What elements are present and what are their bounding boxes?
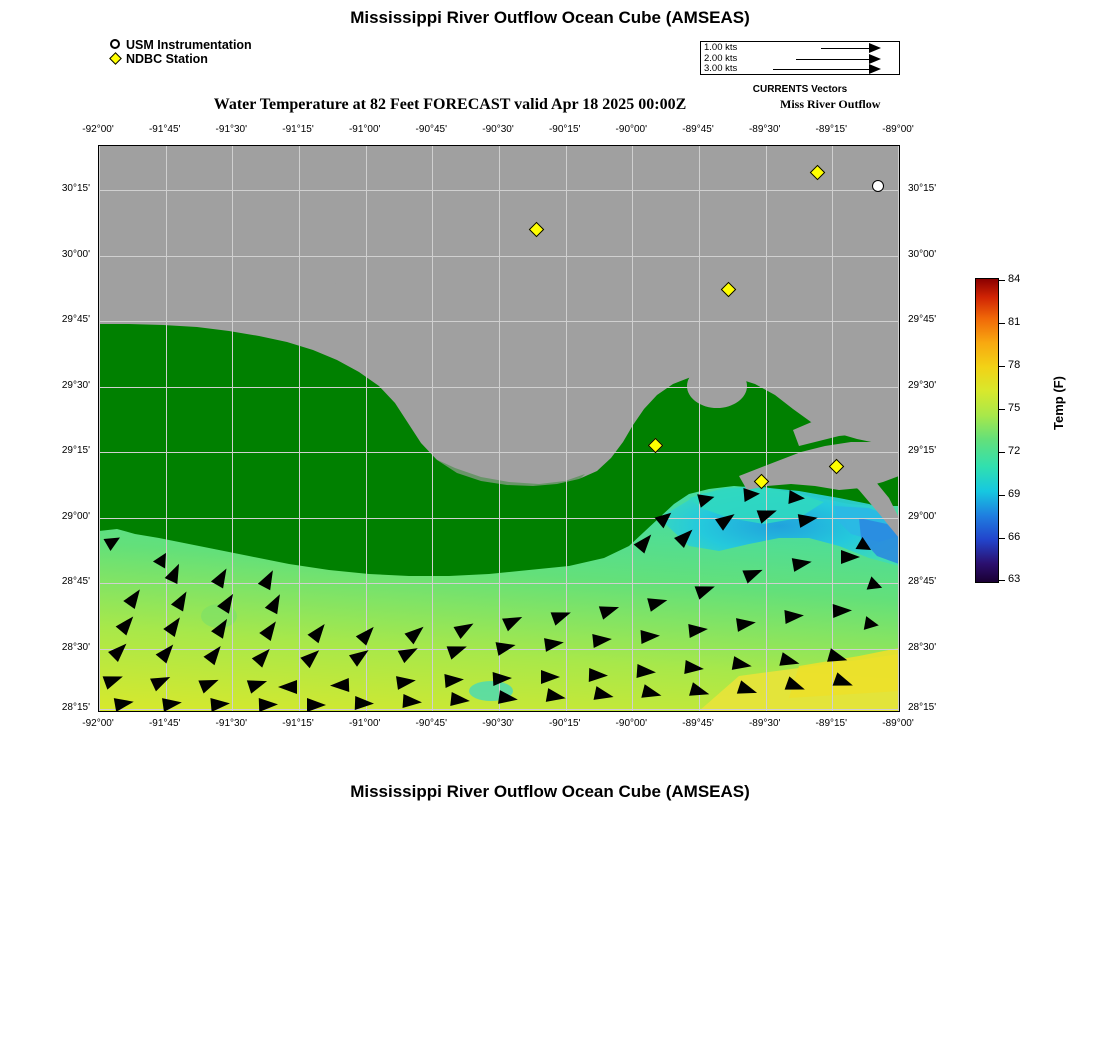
ytick-left-2: 29°45' (61, 314, 90, 325)
colorbar-tick-75: 75 (1008, 402, 1021, 414)
legend-label-usm: USM Instrumentation (126, 38, 252, 52)
legend-item-ndbc (108, 52, 252, 66)
xtick-top-8: -90°00' (615, 124, 648, 135)
xtick-bot-0: -92°00' (82, 718, 114, 729)
ytick-left-6: 28°45' (61, 576, 90, 587)
ytick-right-7: 28°30' (908, 642, 937, 653)
ytick-right-3: 29°30' (908, 380, 937, 391)
xtick-top-9: -89°45' (682, 124, 714, 135)
xtick-bot-4: -91°00' (348, 718, 381, 729)
legend-item-usm (108, 38, 252, 52)
xtick-bot-10: -89°30' (748, 718, 781, 729)
colorbar-tick-84: 84 (1008, 273, 1021, 285)
ytick-right-2: 29°45' (908, 314, 937, 325)
map-layers (99, 146, 899, 711)
map-legend (108, 38, 252, 66)
xtick-top-0: -92°00' (82, 124, 114, 135)
y-axis-left (30, 145, 92, 712)
ytick-left-5: 29°00' (61, 511, 90, 522)
inland-lake-3 (645, 330, 705, 354)
xtick-bot-2: -91°30' (215, 718, 248, 729)
xtick-bot-5: -90°45' (415, 718, 448, 729)
vector-key-label-1: 1.00 kts (704, 42, 738, 53)
ytick-right-4: 29°15' (908, 445, 937, 456)
diamond-icon (108, 52, 126, 66)
xtick-bot-9: -89°45' (682, 718, 714, 729)
y-axis-right (908, 145, 970, 712)
ytick-left-7: 28°30' (61, 642, 90, 653)
legend-label-ndbc: NDBC Station (126, 52, 208, 66)
x-axis-top (82, 124, 914, 138)
page-title: Mississippi River Outflow Ocean Cube (AMSEAS) (350, 8, 750, 27)
vector-key-label-2: 2.00 kts (704, 53, 738, 64)
ytick-left-8: 28°15' (61, 702, 90, 713)
xtick-bot-1: -91°45' (148, 718, 181, 729)
colorbar-tick-69: 69 (1008, 488, 1021, 500)
xtick-bot-6: -90°30' (482, 718, 514, 729)
circle-icon (108, 38, 126, 52)
vector-key-label-3: 3.00 kts (704, 63, 738, 74)
colorbar-tick-66: 66 (1008, 531, 1021, 543)
ytick-right-8: 28°15' (908, 702, 937, 713)
ytick-left-1: 30°00' (61, 249, 90, 260)
xtick-top-11: -89°15' (815, 124, 848, 135)
x-axis-bottom (82, 718, 914, 732)
ytick-left-3: 29°30' (61, 380, 90, 391)
chart-subtitle: Water Temperature at 82 Feet FORECAST valid Apr 18 2025 00:00Z (213, 96, 687, 113)
xtick-top-2: -91°30' (215, 124, 248, 135)
colorbar-gradient (975, 278, 999, 583)
xtick-bot-7: -90°15' (548, 718, 581, 729)
ytick-right-6: 28°45' (908, 576, 937, 587)
ytick-right-1: 30°00' (908, 249, 937, 260)
xtick-bot-3: -91°15' (282, 718, 314, 729)
map-canvas[interactable] (98, 145, 900, 712)
inland-lake-4 (687, 364, 747, 408)
xtick-top-5: -90°45' (415, 124, 448, 135)
xtick-bot-11: -89°15' (815, 718, 848, 729)
xtick-top-3: -91°15' (282, 124, 314, 135)
xtick-top-7: -90°15' (548, 124, 581, 135)
colorbar-tick-78: 78 (1008, 359, 1021, 371)
ytick-left-4: 29°15' (61, 445, 90, 456)
xtick-top-6: -90°30' (482, 124, 514, 135)
ytick-left-0: 30°15' (61, 183, 90, 194)
xtick-top-1: -91°45' (148, 124, 181, 135)
xtick-top-10: -89°30' (748, 124, 781, 135)
xtick-bot-12: -89°00' (882, 718, 914, 729)
xtick-bot-8: -90°00' (615, 718, 648, 729)
colorbar-tick-63: 63 (1008, 573, 1021, 585)
colorbar-tick-81: 81 (1008, 316, 1021, 328)
xtick-top-4: -91°00' (348, 124, 381, 135)
vector-key-caption: CURRENTS Vectors (752, 84, 848, 95)
ytick-right-0: 30°15' (908, 183, 937, 194)
ytick-right-5: 29°00' (908, 511, 937, 522)
footer-title: Mississippi River Outflow Ocean Cube (AMSEAS) (350, 782, 750, 801)
product-label: Miss River Outflow (780, 97, 881, 111)
colorbar-tick-72: 72 (1008, 445, 1021, 457)
vector-key-row-3 (701, 64, 901, 75)
currents-vector-key (700, 41, 900, 75)
usm-instrumentation-marker[interactable] (872, 180, 884, 192)
xtick-top-12: -89°00' (882, 124, 914, 135)
colorbar-title: Temp (F) (1051, 376, 1066, 430)
